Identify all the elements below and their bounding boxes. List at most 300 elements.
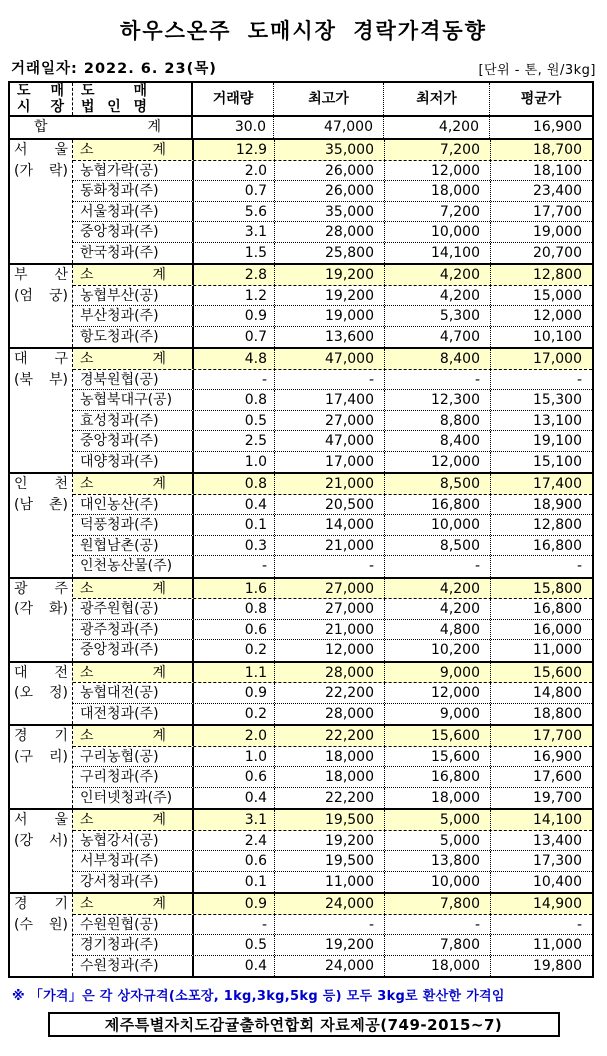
volume-cell: 5.6 — [192, 202, 274, 222]
grand-total-row — [10, 117, 592, 138]
low-cell: 14,100 — [384, 243, 490, 264]
volume-cell: 0.4 — [192, 495, 274, 515]
corp-row — [73, 915, 592, 936]
avg-cell: 13,100 — [490, 411, 592, 431]
low-cell: 4,200 — [384, 599, 490, 619]
volume-cell: 12.9 — [192, 140, 274, 160]
market-name-line: (수 원) — [14, 916, 68, 933]
low-cell: 18,000 — [384, 788, 490, 809]
avg-cell: 15,800 — [490, 579, 592, 599]
low-cell: 7,200 — [384, 202, 490, 222]
col-header-corp-line1: 도 매 — [81, 83, 147, 99]
high-cell: 14,000 — [274, 515, 384, 535]
volume-cell: 0.9 — [192, 894, 274, 914]
low-cell: 4,800 — [384, 620, 490, 640]
col-header-low: 최저가 — [383, 83, 489, 115]
avg-cell: 19,800 — [490, 956, 592, 977]
corp-row — [73, 286, 592, 307]
group-rows — [73, 349, 592, 472]
high-cell: 27,000 — [274, 411, 384, 431]
avg-cell: 16,000 — [490, 620, 592, 640]
avg-cell: 11,000 — [490, 640, 592, 661]
volume-cell: 1.0 — [192, 452, 274, 473]
high-cell: 24,000 — [274, 894, 384, 914]
corp-name: 서부청과(주) — [80, 853, 159, 869]
avg-cell: 17,300 — [490, 851, 592, 871]
market-group — [10, 808, 592, 892]
subtotal-row — [73, 726, 592, 747]
market-name-line: (각 화) — [14, 601, 68, 617]
low-cell: 8,500 — [384, 474, 490, 494]
avg-cell: 14,900 — [490, 894, 592, 914]
market-name-line: (북 부) — [14, 371, 68, 388]
subtotal-row — [73, 349, 592, 370]
volume-cell: 0.6 — [192, 851, 274, 871]
subtotal-label: 소 계 — [80, 580, 166, 597]
volume-cell: 0.4 — [192, 788, 274, 809]
col-header-market-line1: 도 매 — [17, 83, 64, 99]
volume-cell: 30.0 — [191, 117, 273, 138]
high-cell: 22,200 — [274, 726, 384, 746]
market-name-cell — [10, 474, 73, 577]
high-cell: 21,000 — [274, 620, 384, 640]
avg-cell: 18,700 — [490, 140, 592, 160]
col-header-market-line2: 시 장 — [17, 99, 64, 115]
market-name-line: 서 울 — [14, 142, 68, 158]
high-cell: 24,000 — [274, 956, 384, 977]
corp-name: 부산청과(주) — [80, 308, 159, 324]
low-cell: 12,000 — [384, 683, 490, 703]
corp-row — [73, 431, 592, 452]
avg-cell: 15,100 — [490, 452, 592, 473]
corp-row — [73, 620, 592, 641]
corp-name: 농협강서(공) — [80, 832, 159, 849]
col-header-volume: 거래량 — [191, 83, 273, 115]
corp-row — [73, 306, 592, 327]
avg-cell: 14,800 — [490, 683, 592, 703]
low-cell: 8,400 — [384, 349, 490, 369]
subtotal-row — [73, 894, 592, 915]
col-header-avg: 평균가 — [489, 83, 592, 115]
corp-name: 대인농산(주) — [80, 496, 159, 513]
corp-name: 효성청과(주) — [80, 412, 159, 429]
corp-name: 강서청과(주) — [80, 873, 159, 890]
corp-row — [73, 831, 592, 852]
avg-cell: - — [490, 556, 592, 577]
market-name-line: 대 전 — [14, 664, 68, 681]
high-cell: 20,500 — [274, 495, 384, 515]
avg-cell: 23,400 — [490, 181, 592, 201]
corp-name: 농협대전(공) — [80, 685, 159, 701]
corp-name: 인터넷청과(주) — [80, 789, 173, 806]
avg-cell: 17,400 — [490, 474, 592, 494]
corp-row — [73, 161, 592, 182]
corp-name: 수원원협(공) — [80, 916, 159, 933]
market-name-cell — [10, 726, 73, 808]
volume-cell: 0.3 — [192, 536, 274, 556]
low-cell: 9,000 — [384, 704, 490, 725]
corp-name: 광주청과(주) — [80, 621, 159, 638]
volume-cell: 0.7 — [192, 327, 274, 348]
volume-cell: 0.9 — [192, 306, 274, 326]
corp-name: 수원청과(주) — [80, 957, 159, 974]
high-cell: 17,000 — [274, 452, 384, 473]
subtotal-row — [73, 474, 592, 495]
market-group — [10, 472, 592, 577]
low-cell: 18,000 — [384, 181, 490, 201]
corp-row — [73, 788, 592, 809]
volume-cell: 2.0 — [192, 726, 274, 746]
corp-name: 동화청과(주) — [80, 183, 159, 199]
volume-cell: 0.6 — [192, 767, 274, 787]
market-name-cell — [10, 579, 73, 661]
corp-row — [73, 390, 592, 411]
subtotal-row — [73, 140, 592, 161]
low-cell: 10,000 — [384, 222, 490, 242]
volume-cell: 2.5 — [192, 431, 274, 451]
col-header-corp — [72, 83, 191, 115]
volume-cell: 4.8 — [192, 349, 274, 369]
low-cell: - — [384, 370, 490, 390]
corp-name: 중앙청과(주) — [80, 642, 159, 658]
high-cell: 19,200 — [274, 831, 384, 851]
corp-row — [73, 747, 592, 768]
high-cell: 17,400 — [274, 390, 384, 410]
high-cell: 19,500 — [274, 810, 384, 830]
high-cell: - — [274, 556, 384, 577]
volume-cell: 1.6 — [192, 579, 274, 599]
market-group — [10, 892, 592, 976]
low-cell: 5,300 — [384, 306, 490, 326]
col-header-market — [10, 83, 72, 115]
group-rows — [73, 140, 592, 263]
volume-cell: 1.1 — [192, 663, 274, 683]
avg-cell: 12,800 — [490, 265, 592, 285]
subtotal-row — [73, 579, 592, 600]
subtotal-row — [73, 265, 592, 286]
high-cell: 21,000 — [274, 474, 384, 494]
low-cell: 16,800 — [384, 495, 490, 515]
corp-row — [73, 222, 592, 243]
avg-cell: 19,700 — [490, 788, 592, 809]
corp-name: 중앙청과(주) — [80, 433, 159, 449]
volume-cell: 0.2 — [192, 704, 274, 725]
corp-name: 구리농협(공) — [80, 748, 159, 765]
market-name-cell — [10, 894, 73, 976]
low-cell: 10,000 — [384, 872, 490, 893]
low-cell: 12,000 — [384, 452, 490, 473]
avg-cell: 16,900 — [489, 117, 592, 138]
avg-cell: 15,300 — [490, 390, 592, 410]
corp-name: 광주원협(공) — [80, 601, 159, 617]
market-name-line: 서 울 — [14, 812, 68, 828]
subtotal-label: 소 계 — [80, 142, 166, 158]
market-name-line: (강 서) — [14, 832, 68, 849]
corp-row — [73, 181, 592, 202]
market-name-line: 광 주 — [14, 580, 68, 597]
avg-cell: 17,000 — [490, 349, 592, 369]
avg-cell: 11,000 — [490, 935, 592, 955]
market-name-line: (엄 궁) — [14, 287, 68, 304]
corp-row — [73, 767, 592, 788]
volume-cell: 1.5 — [192, 243, 274, 264]
high-cell: 35,000 — [274, 202, 384, 222]
corp-row — [73, 935, 592, 956]
market-group — [10, 577, 592, 661]
corp-name: 농협가락(공) — [80, 162, 159, 179]
volume-cell: 0.2 — [192, 640, 274, 661]
trade-date-label: 거래일자: 2022. 6. 23(목) — [11, 61, 217, 77]
high-cell: - — [274, 915, 384, 935]
corp-name: 항도청과(주) — [80, 328, 159, 345]
provider-text: 제주특별자치도감귤출하연합회 자료제공(749-2015~7) — [104, 1016, 503, 1034]
low-cell: 4,200 — [383, 117, 489, 138]
high-cell: 26,000 — [274, 161, 384, 181]
avg-cell: 10,400 — [490, 872, 592, 893]
group-rows — [73, 726, 592, 808]
volume-cell: 0.8 — [192, 474, 274, 494]
group-rows — [73, 265, 592, 347]
low-cell: 7,800 — [384, 935, 490, 955]
volume-cell: 0.5 — [192, 935, 274, 955]
low-cell: 4,200 — [384, 265, 490, 285]
market-name-cell — [10, 810, 73, 892]
avg-cell: 20,700 — [490, 243, 592, 264]
volume-cell: 2.0 — [192, 161, 274, 181]
market-name-cell — [10, 349, 73, 472]
high-cell: 27,000 — [274, 599, 384, 619]
high-cell: 47,000 — [274, 349, 384, 369]
volume-cell: 0.5 — [192, 411, 274, 431]
market-name-cell — [10, 140, 73, 263]
volume-cell: 0.9 — [192, 683, 274, 703]
low-cell: 8,800 — [384, 411, 490, 431]
corp-name: 대양청과(주) — [80, 453, 159, 470]
low-cell: 7,800 — [384, 894, 490, 914]
market-group — [10, 724, 592, 808]
low-cell: 5,000 — [384, 831, 490, 851]
market-name-line: 경 기 — [14, 896, 68, 912]
report-page — [0, 15, 607, 1037]
corp-row — [73, 495, 592, 516]
subtotal-label: 소 계 — [80, 896, 166, 912]
high-cell: 19,200 — [274, 265, 384, 285]
market-name-line: (구 리) — [14, 748, 68, 765]
volume-cell: 0.6 — [192, 620, 274, 640]
market-name-line: 부 산 — [14, 267, 68, 283]
subtotal-label: 소 계 — [80, 351, 166, 367]
market-group — [10, 347, 592, 472]
low-cell: 15,600 — [384, 747, 490, 767]
high-cell: 19,500 — [274, 851, 384, 871]
low-cell: 12,000 — [384, 161, 490, 181]
avg-cell: 19,000 — [490, 222, 592, 242]
high-cell: - — [274, 370, 384, 390]
volume-cell: 0.4 — [192, 956, 274, 977]
corp-row — [73, 202, 592, 223]
high-cell: 11,000 — [274, 872, 384, 893]
avg-cell: 16,900 — [490, 747, 592, 767]
corp-name: 인천농산물(주) — [80, 558, 173, 574]
high-cell: 22,200 — [274, 788, 384, 809]
page-title: 하우스온주 도매시장 경락가격동향 — [120, 19, 487, 43]
corp-name: 서울청과(주) — [80, 203, 159, 220]
low-cell: 4,700 — [384, 327, 490, 348]
avg-cell: 14,100 — [490, 810, 592, 830]
avg-cell: 17,700 — [490, 726, 592, 746]
avg-cell: - — [490, 915, 592, 935]
corp-row — [73, 327, 592, 348]
corp-row — [73, 599, 592, 620]
corp-row — [73, 956, 592, 977]
subtotal-label: 소 계 — [80, 812, 166, 828]
low-cell: 8,400 — [384, 431, 490, 451]
high-cell: 18,000 — [274, 747, 384, 767]
unit-label: [단위 - 톤, 원/3kg] — [478, 63, 596, 78]
low-cell: - — [384, 556, 490, 577]
volume-cell: 0.8 — [192, 599, 274, 619]
low-cell: 16,800 — [384, 767, 490, 787]
low-cell: 15,600 — [384, 726, 490, 746]
group-rows — [73, 810, 592, 892]
low-cell: 18,000 — [384, 956, 490, 977]
volume-cell: 2.4 — [192, 831, 274, 851]
volume-cell: 1.2 — [192, 286, 274, 306]
low-cell: 10,200 — [384, 640, 490, 661]
market-name-line: (남 촌) — [14, 496, 68, 513]
high-cell: 47,000 — [274, 431, 384, 451]
grand-total-label: 합 계 — [34, 119, 161, 135]
low-cell: 10,000 — [384, 515, 490, 535]
avg-cell: 12,000 — [490, 306, 592, 326]
avg-cell: 17,600 — [490, 767, 592, 787]
subtotal-row — [73, 663, 592, 684]
high-cell: 26,000 — [274, 181, 384, 201]
corp-name: 농협부산(공) — [80, 287, 159, 304]
low-cell: 8,500 — [384, 536, 490, 556]
avg-cell: 16,800 — [490, 536, 592, 556]
avg-cell: - — [490, 370, 592, 390]
corp-row — [73, 411, 592, 432]
high-cell: 18,000 — [274, 767, 384, 787]
market-group — [10, 138, 592, 263]
low-cell: 12,300 — [384, 390, 490, 410]
corp-name: 중앙청과(주) — [80, 224, 159, 240]
high-cell: 19,000 — [274, 306, 384, 326]
avg-cell: 13,400 — [490, 831, 592, 851]
subtotal-label: 소 계 — [80, 664, 166, 681]
volume-cell: 0.1 — [192, 515, 274, 535]
corp-row — [73, 370, 592, 391]
corp-row — [73, 536, 592, 557]
corp-row — [73, 704, 592, 725]
group-rows — [73, 894, 592, 976]
corp-row — [73, 515, 592, 536]
corp-name: 경북원협(공) — [80, 371, 159, 388]
corp-row — [73, 556, 592, 577]
group-rows — [73, 663, 592, 725]
col-header-high: 최고가 — [273, 83, 383, 115]
low-cell: 13,800 — [384, 851, 490, 871]
group-rows — [73, 474, 592, 577]
volume-cell: 0.8 — [192, 390, 274, 410]
high-cell: 13,600 — [274, 327, 384, 348]
corp-row — [73, 452, 592, 473]
price-table — [8, 81, 594, 978]
avg-cell: 18,900 — [490, 495, 592, 515]
market-name-line: 대 구 — [14, 351, 68, 367]
corp-name: 원협남촌(공) — [80, 537, 159, 554]
corp-name: 경기청과(주) — [80, 937, 159, 953]
high-cell: 28,000 — [274, 663, 384, 683]
table-header-row — [10, 83, 592, 117]
market-name-line: 경 기 — [14, 728, 68, 744]
volume-cell: 1.0 — [192, 747, 274, 767]
high-cell: 47,000 — [273, 117, 383, 138]
col-header-corp-line2: 법 인 명 — [81, 99, 147, 115]
high-cell: 27,000 — [274, 579, 384, 599]
avg-cell: 18,100 — [490, 161, 592, 181]
high-cell: 28,000 — [274, 222, 384, 242]
corp-name: 구리청과(주) — [80, 769, 159, 785]
avg-cell: 19,100 — [490, 431, 592, 451]
avg-cell: 15,600 — [490, 663, 592, 683]
low-cell: 7,200 — [384, 140, 490, 160]
avg-cell: 17,700 — [490, 202, 592, 222]
market-name-line: (가 락) — [14, 162, 68, 179]
high-cell: 25,800 — [274, 243, 384, 264]
volume-cell: - — [192, 370, 274, 390]
high-cell: 28,000 — [274, 704, 384, 725]
low-cell: - — [384, 915, 490, 935]
corp-row — [73, 640, 592, 661]
high-cell: 12,000 — [274, 640, 384, 661]
subtotal-label: 소 계 — [80, 267, 166, 283]
corp-name: 덕풍청과(주) — [80, 517, 159, 533]
volume-cell: - — [192, 556, 274, 577]
volume-cell: 2.8 — [192, 265, 274, 285]
corp-row — [73, 683, 592, 704]
meta-row — [11, 57, 596, 78]
market-name-cell — [10, 663, 73, 725]
market-name-cell — [10, 265, 73, 347]
avg-cell: 10,100 — [490, 327, 592, 348]
volume-cell: 3.1 — [192, 222, 274, 242]
volume-cell: 3.1 — [192, 810, 274, 830]
price-footnote: ※ 「가격」은 각 상자규격(소포장, 1kg,3kg,5kg 등) 모두 3kg로 환산한 가격임 — [12, 989, 505, 1004]
low-cell: 9,000 — [384, 663, 490, 683]
corp-row — [73, 243, 592, 264]
corp-row — [73, 851, 592, 872]
high-cell: 19,200 — [274, 286, 384, 306]
market-group — [10, 263, 592, 347]
subtotal-label: 소 계 — [80, 728, 166, 744]
market-groups — [10, 138, 592, 976]
provider-box — [48, 1012, 560, 1037]
subtotal-label: 소 계 — [80, 476, 166, 492]
volume-cell: - — [192, 915, 274, 935]
market-name-line: 인 천 — [14, 476, 68, 492]
volume-cell: 0.7 — [192, 181, 274, 201]
subtotal-row — [73, 810, 592, 831]
low-cell: 5,000 — [384, 810, 490, 830]
high-cell: 22,200 — [274, 683, 384, 703]
corp-name: 대전청과(주) — [80, 705, 159, 722]
low-cell: 4,200 — [384, 579, 490, 599]
avg-cell: 16,800 — [490, 599, 592, 619]
group-rows — [73, 579, 592, 661]
low-cell: 4,200 — [384, 286, 490, 306]
